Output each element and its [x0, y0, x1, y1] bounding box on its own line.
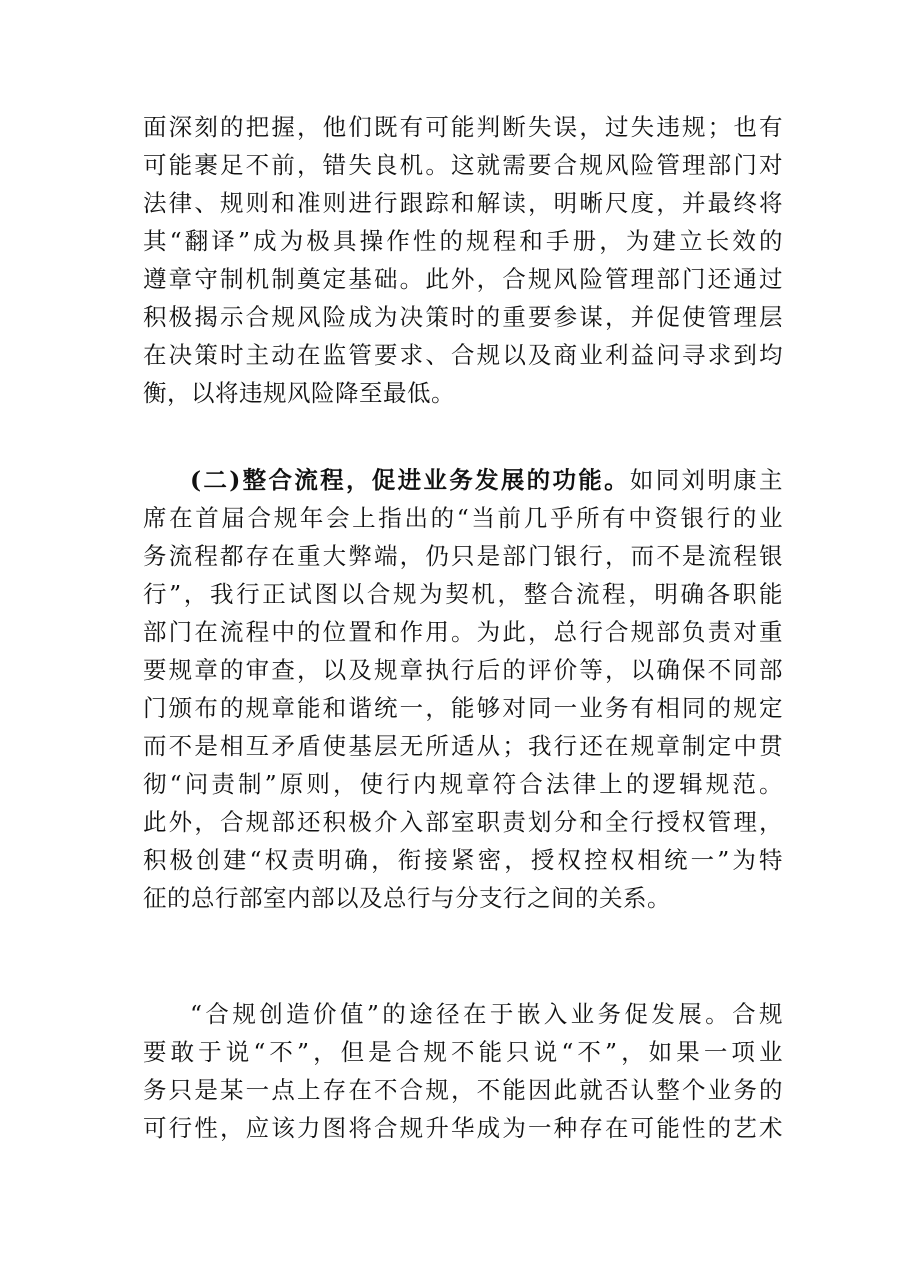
paragraph-line: 务流程都存在重大弊端，仍只是部门银行，而不是流程银	[143, 542, 783, 570]
paragraph-line: 务只是某一点上存在不合规，不能因此就否认整个业务的	[143, 1076, 783, 1104]
paragraph-line: 可能裹足不前，错失良机。这就需要合规风险管理部门对	[143, 151, 783, 179]
paragraph-line: 衡，以将违规风险降至最低。	[143, 379, 455, 407]
paragraph-line: 席在首届合规年会上指出的“当前几乎所有中资银行的业	[143, 504, 783, 532]
paragraph-line: 彻“问责制”原则，使行内规章符合法律上的逻辑规范。	[143, 770, 783, 798]
paragraph-line: 此外，合规部还积极介入部室职责划分和全行授权管理，	[143, 808, 783, 836]
paragraph-line: 门颁布的规章能和谐统一，能够对同一业务有相同的规定	[143, 694, 783, 722]
paragraph-compliance-interpretation	[143, 108, 783, 412]
paragraph-line: 部门在流程中的位置和作用。为此，总行合规部负责对重	[143, 618, 783, 646]
paragraph-line: 可行性，应该力图将合规升华成为一种存在可能性的艺术	[143, 1114, 783, 1142]
paragraph-line: 积极创建“权责明确，衔接紧密，授权控权相统一”为特	[143, 846, 783, 874]
paragraph-line-rest: 如同刘明康主	[629, 466, 783, 494]
paragraph-line: 其“翻译”成为极具操作性的规程和手册，为建立长效的	[143, 227, 783, 255]
paragraph-line: 法律、规则和准则进行跟踪和解读，明晰尺度，并最终将	[143, 189, 783, 217]
paragraph-line: 在决策时主动在监管要求、合规以及商业利益问寻求到均	[143, 341, 783, 369]
paragraph-line: 面深刻的把握，他们既有可能判断失误，过失违规；也有	[143, 113, 783, 141]
paragraph-compliance-value	[143, 995, 783, 1147]
paragraph-line: 征的总行部室内部以及总行与分支行之间的关系。	[143, 884, 671, 912]
paragraph-line: 要规章的审查，以及规章执行后的评价等，以确保不同部	[143, 656, 783, 684]
paragraph-line: 积极揭示合规风险成为决策时的重要参谋，并促使管理层	[143, 303, 783, 331]
paragraph-line: 而不是相互矛盾使基层无所适从；我行还在规章制定中贯	[143, 732, 783, 760]
section-heading: (二)整合流程，促进业务发展的功能。	[190, 466, 630, 494]
paragraph-line: 要敢于说“不”，但是合规不能只说“不”，如果一项业	[143, 1038, 783, 1066]
paragraph-first-line	[143, 461, 783, 499]
paragraph-process-integration	[143, 461, 783, 917]
paragraph-line: 行”，我行正试图以合规为契机，整合流程，明确各职能	[143, 580, 783, 608]
paragraph-line: “合规创造价值”的途径在于嵌入业务促发展。合规	[190, 1000, 783, 1028]
paragraph-line: 遵章守制机制奠定基础。此外，合规风险管理部门还通过	[143, 265, 783, 293]
